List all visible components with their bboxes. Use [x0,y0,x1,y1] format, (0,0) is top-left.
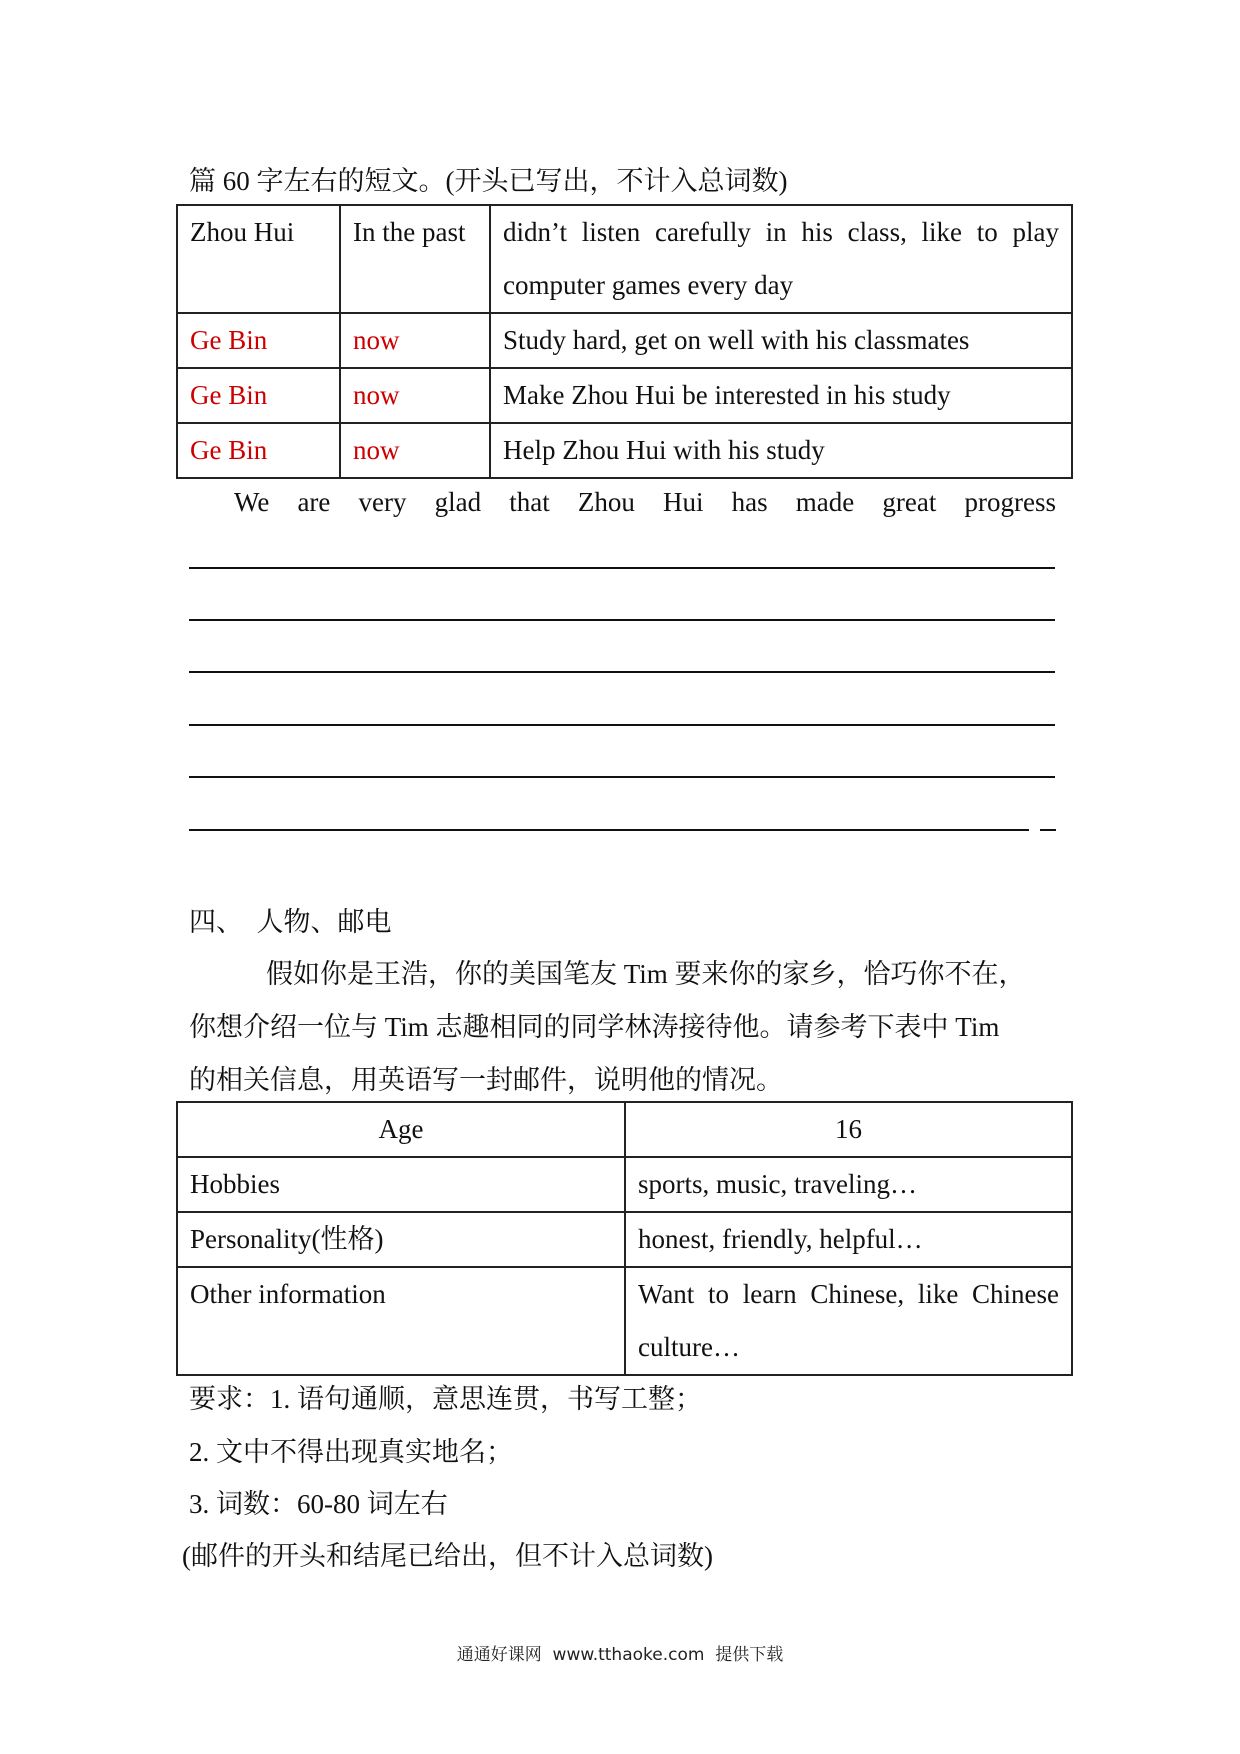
table-row [177,1157,1072,1212]
requirement-line: 要求：1. 语句通顺，意思连贯，书写工整； [189,1384,702,1414]
name-cell: Zhou Hui [177,205,340,313]
opening-sentence: We are very glad that Zhou Hui has made great progress [234,487,1056,517]
description-cell: Make Zhou Hui be interested in his study [490,368,1072,423]
progress-table [176,204,1073,479]
description-cell: Help Zhou Hui with his study [490,423,1072,478]
requirement-line: 3. 词数：60-80 词左右 [189,1489,448,1519]
writing-line [189,829,1029,831]
value-cell: sports, music, traveling… [625,1157,1072,1212]
age-value-cell: 16 [625,1102,1072,1157]
requirement-line: 2. 文中不得出现真实地名； [189,1437,513,1467]
table-row [177,1267,1072,1375]
name-cell: Ge Bin [177,368,340,423]
value-cell: honest, friendly, helpful… [625,1212,1072,1267]
label-cell: Other information [177,1267,625,1375]
footer-text: 通通好课网 www.tthaoke.com 提供下载 [456,1645,784,1665]
prompt-line: 你想介绍一位与 Tim 志趣相同的同学林涛接待他。请参考下表中 Tim [189,1012,1000,1042]
table-row [177,368,1072,423]
value-cell: Want to learn Chinese, like Chinese culture… [625,1267,1072,1375]
writing-line-tail [1040,829,1056,831]
time-cell: now [340,368,490,423]
name-cell: Ge Bin [177,313,340,368]
prompt-line: 的相关信息，用英语写一封邮件，说明他的情况。 [189,1065,783,1095]
table-row [177,313,1072,368]
name-cell: Ge Bin [177,423,340,478]
age-label-cell: Age [177,1102,625,1157]
writing-line [189,724,1055,726]
section-heading: 四、 人物、邮电 [189,907,392,937]
info-table [176,1101,1073,1376]
time-cell: now [340,423,490,478]
time-cell: now [340,313,490,368]
table-row [177,423,1072,478]
writing-line [189,671,1055,673]
writing-line [189,776,1055,778]
requirement-note: (邮件的开头和结尾已给出，但不计入总词数) [182,1541,713,1571]
description-cell: Study hard, get on well with his classmates [490,313,1072,368]
time-cell: In the past [340,205,490,313]
description-cell: didn’t listen carefully in his class, like to play computer games every day [490,205,1072,313]
table-row [177,205,1072,313]
table-row [177,1102,1072,1157]
table-row [177,1212,1072,1267]
writing-line [189,567,1055,569]
writing-line [189,619,1055,621]
intro-fragment: 篇 60 字左右的短文。(开头已写出，不计入总词数) [189,166,788,196]
label-cell: Personality(性格) [177,1212,625,1267]
label-cell: Hobbies [177,1157,625,1212]
prompt-line: 假如你是王浩，你的美国笔友 Tim 要来你的家乡，恰巧你不在， [266,959,1026,989]
